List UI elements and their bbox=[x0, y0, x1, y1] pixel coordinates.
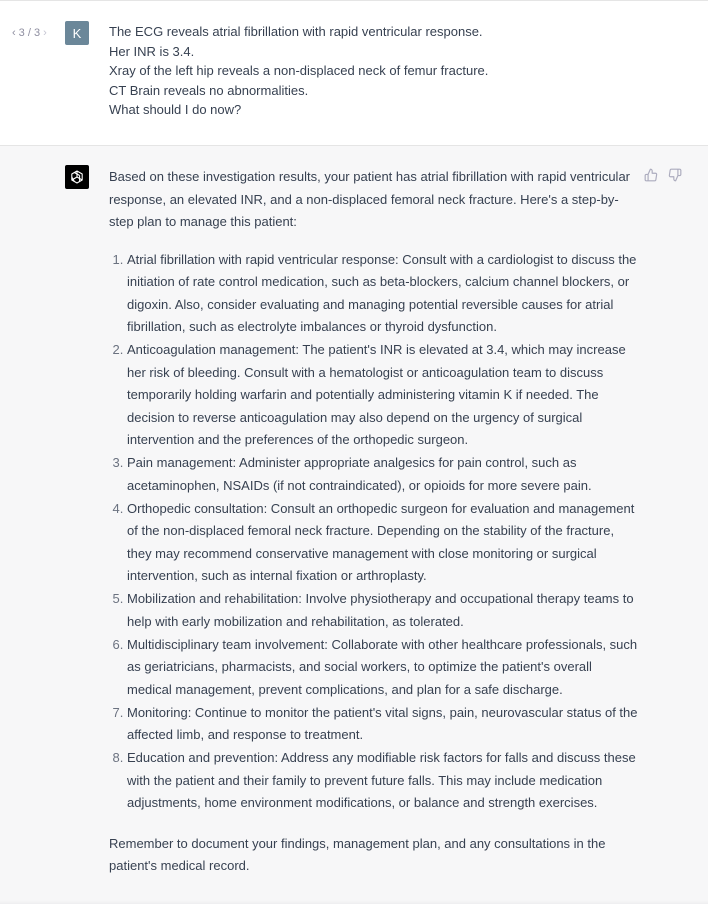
answer-closing: Remember to document your findings, management plan, and any consultations in the patient's medical record. bbox=[109, 835, 606, 873]
user-line: Her INR is 3.4. bbox=[109, 43, 195, 59]
step-list bbox=[109, 249, 639, 815]
thumbs-down-icon[interactable] bbox=[668, 168, 682, 182]
pager-count: 3 / 3 bbox=[18, 27, 41, 39]
user-message bbox=[0, 0, 708, 146]
user-line: Xray of the left hip reveals a non-displaced neck of femur fracture. bbox=[109, 63, 489, 78]
answer-intro: Based on these investigation results, your patient has atrial fibrillation with rapid ventricular response, an elevated INR, and a non-displaced femoral neck fracture. Here's a step-by-step plan to manage this patient: bbox=[109, 169, 630, 229]
step-item: 6. Multidisciplinary team involvement: Collaborate with other healthcare professionals, such as geriatricians, pharmacists, and social workers, to optimize the patient's overall medical management, prevent complications, and plan for a safe discharge. bbox=[127, 634, 639, 702]
pager-next-button[interactable]: › bbox=[43, 27, 47, 39]
step-item: 3. Pain management: Administer appropriate analgesics for pain control, such as acetaminophen, NSAIDs (if not contraindicated), or opioids for more severe pain. bbox=[127, 452, 639, 497]
step-item: 5. Mobilization and rehabilitation: Involve physiotherapy and occupational therapy teams to help with early mobilization and rehabilitation, as tolerated. bbox=[127, 588, 639, 633]
bottom-fade bbox=[0, 900, 708, 904]
assistant-message bbox=[0, 146, 708, 904]
user-line: What should I do now? bbox=[109, 102, 242, 117]
user-message-text bbox=[109, 22, 488, 120]
user-avatar: K bbox=[65, 21, 89, 45]
step-item: 8. Education and prevention: Address any modifiable risk factors for falls and discuss these with the patient and their family to prevent future falls. This may include medication adjustments, home environment modifications, or balance and strength exercises. bbox=[127, 747, 639, 815]
openai-logo-icon bbox=[65, 165, 89, 189]
step-item: 7. Monitoring: Continue to monitor the patient's vital signs, pain, neurovascular status of the affected limb, and response to treatment. bbox=[127, 702, 639, 747]
response-pager bbox=[12, 27, 47, 39]
step-item: 4. Orthopedic consultation: Consult an orthopedic surgeon for evaluation and management of the non-displaced femoral neck fracture. Depending on the stability of the fracture, they may recommend conservative management with close monitoring or surgical intervention, such as internal fixation or arthroplasty. bbox=[127, 498, 639, 588]
user-line: The ECG reveals atrial fibrillation with rapid ventricular response. bbox=[109, 24, 483, 39]
step-item: 1. Atrial fibrillation with rapid ventricular response: Consult with a cardiologist to discuss the initiation of rate control medication, such as beta-blockers, calcium channel blockers, or digoxin. Also, consider evaluating and managing potential reversible causes for atrial fibrillation, such as electrolyte imbalances or thyroid dysfunction. bbox=[127, 249, 639, 339]
pager-prev-button[interactable]: ‹ bbox=[12, 27, 16, 39]
thumbs-up-icon[interactable] bbox=[644, 168, 658, 182]
feedback-controls bbox=[644, 168, 682, 182]
user-line: CT Brain reveals no abnormalities. bbox=[109, 82, 309, 98]
assistant-message-text bbox=[109, 166, 639, 878]
step-item: 2. Anticoagulation management: The patient's INR is elevated at 3.4, which may increase her risk of bleeding. Consult with a hematologist or anticoagulation team to discuss temporarily holding warfarin and potentially administering vitamin K if needed. The decision to reverse anticoagulation may also depend on the urgency of surgical intervention and the preferences of the orthopedic surgeon. bbox=[127, 339, 639, 452]
